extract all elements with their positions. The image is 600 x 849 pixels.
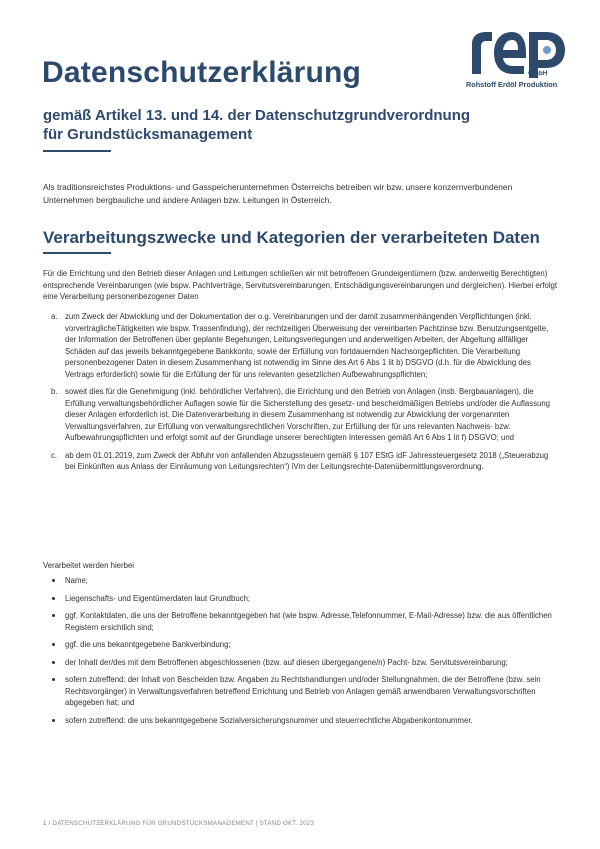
list-item-text: ggf. die uns bekanntgegebene Bankverbindung; <box>65 640 231 649</box>
document-subtitle <box>43 106 543 144</box>
bullet-icon <box>52 597 55 600</box>
subtitle-line-1: gemäß Artikel 13. und 14. der Datenschutzgrundverordnung <box>43 107 471 124</box>
bullet-icon <box>52 661 55 664</box>
list-item-text: Liegenschafts- und Eigentümerdaten laut Grundbuch; <box>65 593 251 603</box>
list-item <box>43 311 558 380</box>
intro-paragraph: Als traditionsreichstes Produktions- und Gasspeicherunternehmen Österreichs betreiben wir bzw. unsere konzernverbundenen Unternehmen bergbauliche und andere Anlagen bzw. Leitungen in Österreich. <box>43 182 513 206</box>
list-marker: b. <box>51 387 58 396</box>
logo-tagline: Rohstoff Erdöl Produktion <box>466 80 558 89</box>
list-item <box>43 639 558 651</box>
bullet-icon <box>52 614 55 617</box>
subtitle-divider <box>43 150 111 152</box>
list-item-text: zum Zweck der Abwicklung und der Dokumentation der o.g. Vereinbarungen und der damit zusammenhängenden Verpflichtungen (inkl. vorvertraglicheTätigkeiten wie bspw. Trassenfindung), der rechtzeitigen Überweisung der vereinbarten Pachtzinse bzw. Benutzungsentgelte, der Information der Betroffenen über geplante Begehungen, Leitungsverlegungen und anderweitigen Arbeiten, der Abgeltung allfälliger Schäden auf das jeweils bekanntgegebene Bankkonto, sowie der Erfüllung von fortdauernden Nachsorgepflichten. Die Verarbeitung personenbezogener Daten in diesem Zusammenhang ist notwendig im Sinne des Art 6 Abs 1 lit b) DSGVO (d.h. für die Abwicklung des Vertrags erforderlich) sowie für die Erfüllung der für uns relevanten gesetzlichen Aufbewahrungspflichten; <box>65 312 549 379</box>
list-item-text: der Inhalt der/des mit dem Betroffenen abgeschlossenen (bzw. auf diesen übergegangene/n) Pacht- bzw. Servitutsvereinbarung; <box>65 657 508 667</box>
list-marker: c. <box>51 450 58 460</box>
processed-intro: Verarbeitet werden hierbei <box>43 561 135 570</box>
page-footer: 1 / DATENSCHUTZERKLÄRUNG FÜR GRUNDSTÜCKSMANAGEMENT | STAND OKT. 2023 <box>43 820 314 827</box>
list-item <box>43 386 558 444</box>
list-item <box>43 593 558 605</box>
list-item <box>43 674 558 709</box>
section-paragraph: Für die Errichtung und den Betrieb dieser Anlagen und Leitungen schließen wir mit betroffenen Grundeigentümern (bzw. anderweitig Berechtigten) entsprechende Vereinbarungen (wie bspw. Pachtverträge, Servitutsvereinbarungen, Entschädigungsvereinbarungen und dergleichen). Hierbei erfolgt eine Verarbeitung personenbezogener Daten <box>43 269 558 301</box>
list-item-text: sofern zutreffend: der Inhalt von Bescheiden bzw. Angaben zu Rechtshandlungen und/oder Stellungnahmen, die der Betroffene (bzw. sein Rechtsvorgänger) in Verwaltungsverfahren betreffend Errichtung und Betrieb von Anlagen gemäß anwendbaren Verwaltungsvorschriften abgegeben hat; und <box>65 675 541 707</box>
list-item <box>43 610 558 633</box>
logo-suffix: GmbH <box>528 70 548 77</box>
subtitle-line-2: für Grundstücksmanagement <box>43 126 253 143</box>
list-item-text: sofern zutreffend: die uns bekanntgegebene Sozialversicherungsnummer und steuerrechtliche Abgabenkontonummer. <box>65 715 473 725</box>
list-item-text: ggf. Kontaktdaten, die uns der Betroffene bekanntgegeben hat (wie bspw. Adresse,Telefonnummer, E-Mail-Adresse) bzw. die aus öffentlichen Registern ersichtlich sind; <box>65 611 552 632</box>
section-divider <box>43 252 111 254</box>
purpose-list <box>43 311 558 479</box>
bullet-icon <box>52 719 55 722</box>
rep-logo-mark <box>466 26 570 78</box>
bullet-icon <box>52 643 55 646</box>
list-item <box>43 450 558 473</box>
data-category-list <box>43 575 558 732</box>
list-item-text: soweit dies für die Genehmigung (inkl. behördlicher Verfahren), die Errichtung und den Betrieb von Anlagen (insb. Bergbauanlagen), die Erfüllung verwaltungsbehördlicher Auflagen sowie für die Sicherstellung des gesetz- und bescheidmäßigen Betriebs und/oder die Auflassung dieser Anlagen erforderlich ist. Die Datenverarbeitung in diesem Zusammenhang ist notwendig zur Abwicklung der vorgenannten Verwaltungsverfahren, zur Erfüllung von verwaltungsrechtlichen Vorschriften, zur Erfüllung der für uns relevanten Nachweis- bzw. Aufbewahrungspflichten und erfolgt somit auf der Grundlage unserer berechtigten Interessen gemäß Art 6 Abs 1 lit f) DSGVO; und <box>65 387 551 442</box>
list-marker: a. <box>51 312 58 321</box>
bullet-icon <box>52 579 55 582</box>
list-item-text: Name; <box>65 576 88 585</box>
list-item-text: ab dem 01.01.2019, zum Zweck der Abfuhr von anfallenden Abzugssteuern gemäß § 107 EStG idF Jahressteuergesetz 2018 („Steuerabzug bei Einkünften aus Anlass der Einräumung von Leitungsrechten“) iVm der Leitungsrechte-Datenübermittlungsverordnung. <box>65 450 549 471</box>
document-title: Datenschutzerklärung <box>42 56 362 89</box>
list-item <box>43 575 558 587</box>
list-item <box>43 715 558 727</box>
section-heading: Verarbeitungszwecke und Kategorien der verarbeiteten Daten <box>43 228 540 247</box>
list-item <box>43 657 558 669</box>
bullet-icon <box>52 678 55 681</box>
